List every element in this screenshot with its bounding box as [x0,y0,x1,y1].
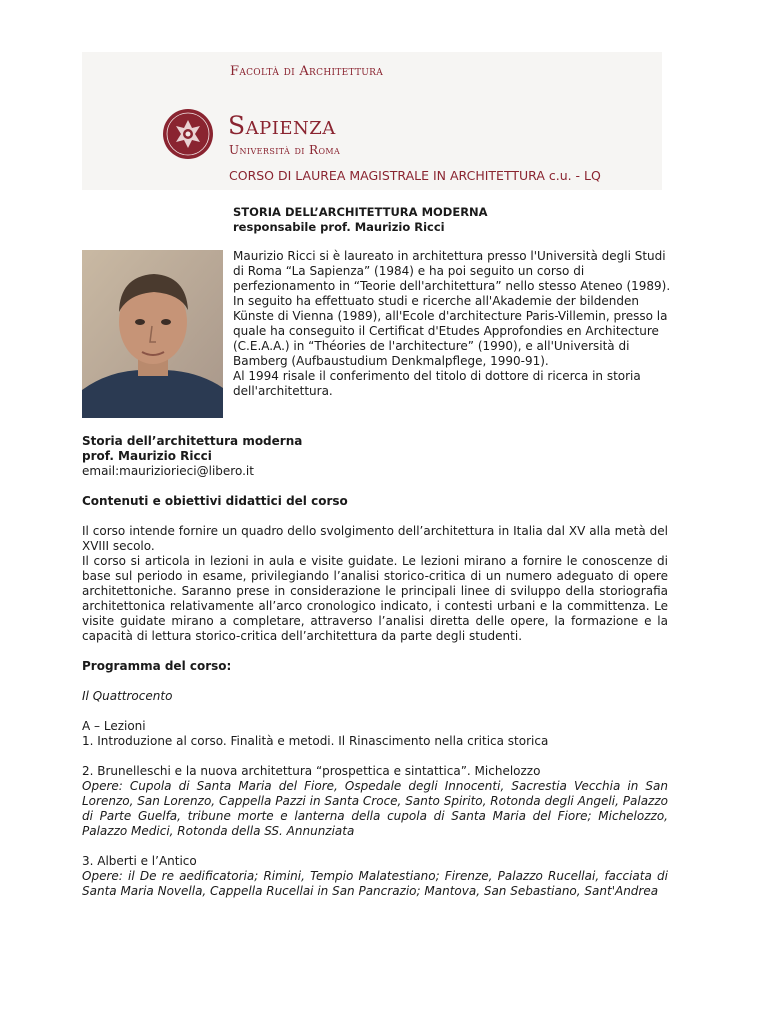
university-subtitle: Università di Roma [229,143,341,157]
info-course-name: Storia dell’architettura moderna [82,434,303,448]
program-item: 2. Brunelleschi e la nuova architettura “prospettica e sintattica”. Michelozzo [82,764,541,778]
info-email: email:mauriziorieci@libero.it [82,464,254,478]
program-heading: Programma del corso: [82,659,232,673]
responsible-professor: responsabile prof. Maurizio Ricci [233,220,445,234]
bio-paragraph: Al 1994 risale il conferimento del titolo di dottore di ricerca in storia dell'architettura. [233,369,641,398]
professor-photo [82,250,223,418]
info-professor: prof. Maurizio Ricci [82,449,212,463]
program-item: 1. Introduzione al corso. Finalità e metodi. Il Rinascimento nella critica storica [82,734,549,748]
program-item-works: Opere: Cupola di Santa Maria del Fiore, Ospedale degli Innocenti, Sacrestia Vecchia in San Lorenzo, San Lorenzo, Cappella Pazzi in Santa Croce, Santo Spirito, Rotonda degli Angeli, Palazzo di Parte Guelfa, tribune morte e lanterna della cupola di Santa Maria del Fiore; Michelozzo, Palazzo Medici, Rotonda della SS. Annunziata [82,779,668,838]
university-name: Sapienza [228,111,336,140]
objectives-paragraph: Il corso intende fornire un quadro dello svolgimento dell’architettura in Italia dal XV alla metà del XVIII secolo. [82,524,668,553]
degree-course: CORSO DI LAUREA MAGISTRALE IN ARCHITETTURA c.u. - LQ [229,168,601,183]
sapienza-seal-logo [162,108,214,160]
bio-paragraph: Maurizio Ricci si è laureato in architettura presso l'Università degli Studi di Roma “La Sapienza” (1984) e ha poi seguito un corso di perfezionamento in “Teorie dell'architettura” nello stesso Ateneo (1989). In seguito ha effettuato studi e ricerche all'Akademie der bildenden Künste di Vienna (1989), all'Ecole d'architecture Paris-Villemin, presso la quale ha conseguito il Certificat d'Etudes Approfondies en Architecture (C.E.A.A.) in “Théories de l'architecture” (1990), e all'Università di Bamberg (Aufbaustudium Denkmalpflege, 1990-91). [233,249,671,368]
objectives-paragraph: Il corso si articola in lezioni in aula e visite guidate. Le lezioni mirano a fornire le conoscenze di base sul periodo in esame, privilegiando l’analisi storico-critica di un numero adeguato di opere architettoniche. Saranno prese in considerazione le principali linee di sviluppo della storiografia architettonica relativamente all’arco cronologico indicato, i contesti urbani e la committenza. Le visite guidate mirano a completare, attraverso l’analisi diretta delle opere, la formazione e la capacità di lettura storico-critica dell’architettura da parte degli studenti. [82,554,668,643]
program-item-works: Opere: il De re aedificatoria; Rimini, Tempio Malatestiano; Firenze, Palazzo Rucellai, facciata di Santa Maria Novella, Cappella Rucellai in San Pancrazio; Mantova, San Sebastiano, Sant'Andrea [82,869,668,898]
program-item: 3. Alberti e l’Antico [82,854,197,868]
program-period: Il Quattrocento [82,689,173,703]
professor-biography [233,249,673,399]
program-section: A – Lezioni [82,719,146,733]
objectives-heading: Contenuti e obiettivi didattici del corso [82,494,348,508]
course-header [233,205,673,235]
course-title: STORIA DELL’ARCHITETTURA MODERNA [233,205,488,219]
faculty-name: Facoltà di Architettura [230,64,384,79]
course-content [82,434,668,899]
